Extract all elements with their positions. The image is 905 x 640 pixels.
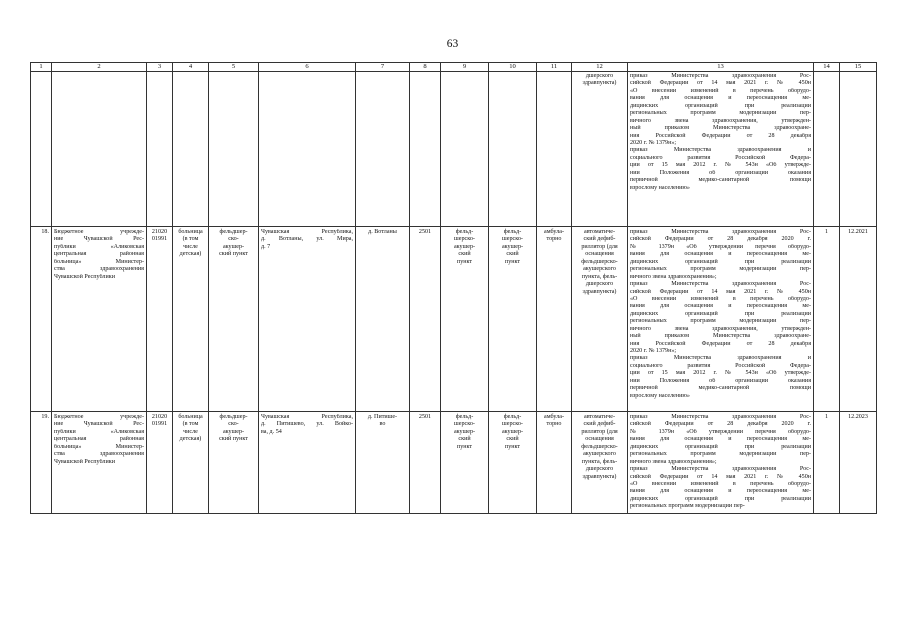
cell-line: пункта, фель- — [581, 458, 618, 465]
cell-line: фельд- — [503, 229, 522, 235]
cell-line: сийской Федерации от 14 мая 2021 г. № 450н — [630, 80, 811, 87]
cell-line: дицинских организаций при реализации — [630, 310, 811, 317]
cell-line: дицинских организаций при реализации — [630, 495, 811, 502]
institution-type-cell — [173, 412, 209, 514]
cell-line: приказ Министерства здравоохранения и — [630, 147, 811, 154]
cell-line: Чувашской Республики — [54, 458, 115, 465]
row-number: 19. — [31, 412, 52, 514]
cell-line: 2020 г. № 1379н»; — [630, 139, 677, 146]
cell-line: приказ Министерства здравоохранения Рос- — [630, 229, 811, 235]
cell-line: здравпункта) — [582, 80, 617, 87]
cell-line: акушер- — [222, 243, 245, 250]
cell-line: автоматиче- — [583, 229, 616, 235]
institution-type-cell — [173, 227, 209, 412]
cell-line: первичной медико-санитарной помощи — [630, 385, 811, 392]
quantity-cell: 1 — [814, 412, 840, 514]
cell-line: акушер- — [453, 428, 476, 435]
cell-line: публики «Аликовская — [54, 243, 144, 250]
cell-line: акушер- — [501, 428, 524, 435]
cell-line: нии Положения об организации оказания — [630, 377, 811, 384]
cell-line: ский дефиб- — [583, 236, 616, 243]
cell-line: приказ Министерства здравоохранения Рос- — [630, 466, 811, 473]
column-header: 6 — [259, 63, 356, 72]
cell-line: вичного звена здравоохранения»; — [630, 458, 717, 465]
cell-line: 2020 г. № 1379н»; — [630, 348, 677, 354]
cell-line: региональных программ модернизации пер- — [630, 451, 811, 458]
cell-line: ства здравоохранения — [54, 451, 144, 458]
unit-kind-cell — [441, 227, 489, 412]
cell-line: Чувашская Республика, — [261, 229, 353, 235]
cell-line: ние Чувашской Рес- — [54, 236, 144, 243]
cell-line: сийской Федерации от 14 мая 2021 г. № 450н — [630, 473, 811, 480]
cell-line: взрослому населению» — [630, 392, 690, 399]
cell-line: ский дефиб- — [583, 421, 616, 428]
cell-line: первичной медико-санитарной помощи — [630, 177, 811, 184]
column-header: 11 — [537, 63, 572, 72]
cell-line: вания для оснащения и переоснащения ме- — [630, 436, 811, 443]
cell-line: акушер- — [453, 243, 476, 250]
cell-line: акушерского — [583, 266, 616, 273]
population-cell: 2501 — [410, 412, 441, 514]
column-header: 8 — [410, 63, 441, 72]
unit-kind-target-cell — [489, 227, 537, 412]
cell-line: ский — [506, 251, 519, 258]
cell-line: пункт — [456, 443, 473, 450]
row-number: 18. — [31, 227, 52, 412]
column-header: 10 — [489, 63, 537, 72]
cell-line: «О внесении изменений в перечень оборудо- — [630, 480, 811, 487]
column-number-header-row — [31, 63, 877, 72]
cell-line: сийской Федерации от 28 декабря 2020 г. — [630, 421, 811, 428]
cell-line: Чувашская Республика, — [261, 414, 353, 420]
cell-line: шерско- — [454, 421, 475, 428]
cell-line: нии Положения об организации оказания — [630, 169, 811, 176]
cell-line: ский — [458, 251, 471, 258]
column-header: 12 — [572, 63, 628, 72]
cell-line: амбула- — [544, 414, 564, 420]
cell-line: ский пункт — [219, 436, 248, 443]
cell-line: риллятор (для — [581, 243, 618, 250]
cell-line: Бюджетное учрежде- — [54, 414, 144, 420]
organization-cell — [52, 227, 147, 412]
cell-line: (в том — [182, 236, 199, 243]
cell-line: д. Питишево, ул. Войко- — [261, 421, 353, 428]
cell-line: фельдшерско- — [581, 443, 618, 450]
cell-line: фельд- — [455, 414, 474, 420]
cell-line: ский пункт — [219, 251, 248, 258]
cell-line: риллятор (для — [581, 428, 618, 435]
date-cell: 12.2023 — [840, 412, 877, 514]
column-header: 2 — [52, 63, 147, 72]
cell-line: 01991 — [151, 421, 168, 428]
column-header: 5 — [209, 63, 259, 72]
cell-line: д. Вотланы — [368, 229, 397, 235]
cell-line: дшерского — [585, 281, 614, 288]
cell-line: больница» Министер- — [54, 258, 144, 265]
cell-line: приказ Министерства здравоохранения Рос- — [630, 281, 811, 288]
cell-line: региональных программ модернизации пер- — [630, 266, 811, 273]
equipment-cell — [572, 72, 628, 227]
cell-line: вания для оснащения и переоснащения ме- — [630, 303, 811, 310]
locality-cell — [356, 412, 410, 514]
equipment-cell — [572, 412, 628, 514]
unit-type-cell — [209, 227, 259, 412]
cell-line: ва, д. 54 — [261, 428, 282, 435]
cell-line: ние Чувашской Рес- — [54, 421, 144, 428]
cell-line: 21020 — [151, 414, 168, 420]
table-row-19 — [31, 412, 877, 514]
cell-line: ния Российской Федерации от 28 декабря — [630, 340, 811, 347]
cell-line: дицинских организаций при реализации — [630, 443, 811, 450]
population-cell: 2501 — [410, 227, 441, 412]
cell-line: приказ Министерства здравоохранения Рос- — [630, 414, 811, 420]
legal-basis-cell — [628, 412, 814, 514]
cell-line: вичного звена здравоохранения, утвержден- — [630, 325, 811, 332]
cell-line: 21020 — [151, 229, 168, 235]
cell-line: ский — [458, 436, 471, 443]
cell-line: фельд- — [455, 229, 474, 235]
cell-line: дицинских организаций при реализации — [630, 102, 811, 109]
cell-line: ный приказом Министерства здравоохране- — [630, 333, 811, 340]
unit-kind-cell — [441, 412, 489, 514]
cell-line: ский — [506, 436, 519, 443]
cell-line: фельдшерско- — [581, 258, 618, 265]
quantity-cell: 1 — [814, 227, 840, 412]
cell-line: центральная районная — [54, 251, 144, 258]
cell-line: приказ Министерства здравоохранения и — [630, 355, 811, 362]
code-cell — [147, 227, 173, 412]
cell-line: вания для оснащения и переоснащения ме- — [630, 251, 811, 258]
code-cell — [147, 412, 173, 514]
column-header: 14 — [814, 63, 840, 72]
cell-line: дшерского — [585, 466, 614, 473]
address-cell — [259, 412, 356, 514]
cell-line: ции от 15 мая 2012 г. № 543н «Об утвержде- — [630, 370, 811, 377]
cell-line: № 1379н «Об утверждении перечня оборудо- — [630, 428, 811, 435]
cell-line: дицинских организаций при реализации — [630, 258, 811, 265]
cell-line: ства здравоохранения — [54, 266, 144, 273]
cell-line: ско- — [228, 421, 239, 428]
cell-line: больница — [178, 414, 203, 420]
cell-line: вания для оснащения и переоснащения ме- — [630, 95, 811, 102]
legal-basis-cell — [628, 72, 814, 227]
cell-line: сийской Федерации от 28 декабря 2020 г. — [630, 236, 811, 243]
cell-line: вания для оснащения и переоснащения ме- — [630, 488, 811, 495]
cell-line: пункт — [504, 258, 521, 265]
cell-line: торно — [546, 236, 562, 243]
cell-line: ния Российской Федерации от 28 декабря — [630, 132, 811, 139]
cell-line: фельдшер- — [219, 414, 248, 420]
column-header: 9 — [441, 63, 489, 72]
table-row-continuation — [31, 72, 877, 227]
cell-line: шерско- — [454, 236, 475, 243]
table-row-18 — [31, 227, 877, 412]
date-cell: 12.2021 — [840, 227, 877, 412]
cell-line: оснащения — [585, 436, 614, 443]
page-number: 63 — [446, 38, 459, 50]
cell-line: детская) — [179, 251, 202, 258]
address-cell — [259, 227, 356, 412]
cell-line: вичного звена здравоохранения»; — [630, 273, 717, 280]
cell-line: социального развития Российской Федера- — [630, 154, 811, 161]
cell-line: фельдшер- — [219, 229, 248, 235]
cell-line: «О внесении изменений в перечень оборудо- — [630, 87, 811, 94]
cell-line: акушерского — [583, 451, 616, 458]
cell-line: здравпункта) — [582, 473, 617, 480]
cell-line: № 1379н «Об утверждении перечня оборудо- — [630, 243, 811, 250]
unit-type-cell — [209, 412, 259, 514]
cell-line: фельд- — [503, 414, 522, 420]
cell-line: центральная районная — [54, 436, 144, 443]
cell-line: ции от 15 мая 2012 г. № 543н «Об утвержде- — [630, 162, 811, 169]
cell-line: больница — [178, 229, 203, 235]
cell-line: вичного звена здравоохранения, утвержден- — [630, 117, 811, 124]
column-header: 3 — [147, 63, 173, 72]
column-header: 1 — [31, 63, 52, 72]
column-header: 7 — [356, 63, 410, 72]
cell-line: д. Вотланы, ул. Мира, — [261, 236, 353, 243]
cell-line: д. Питише- — [367, 414, 398, 420]
cell-line: 01991 — [151, 236, 168, 243]
cell-line: шерско- — [502, 236, 523, 243]
cell-line: Чувашской Республики — [54, 273, 115, 280]
cell-line: шерско- — [502, 421, 523, 428]
column-header: 15 — [840, 63, 877, 72]
cell-line: числе — [183, 428, 198, 435]
cell-line: пункт — [504, 443, 521, 450]
cell-line: числе — [183, 243, 198, 250]
cell-line: амбула- — [544, 229, 564, 235]
cell-line: ско- — [228, 236, 239, 243]
cell-line: здравпункта) — [582, 288, 617, 295]
cell-line: региональных программ модернизации пер- — [630, 503, 745, 510]
cell-line: акушер- — [222, 428, 245, 435]
locality-cell — [356, 227, 410, 412]
cell-line: социального развития Российской Федера- — [630, 362, 811, 369]
unit-kind-target-cell — [489, 412, 537, 514]
column-header: 4 — [173, 63, 209, 72]
care-conditions-cell — [537, 412, 572, 514]
organization-cell — [52, 412, 147, 514]
cell-line: публики «Аликовская — [54, 428, 144, 435]
cell-line: ный приказом Министерства здравоохране- — [630, 125, 811, 132]
legal-basis-cell — [628, 227, 814, 412]
cell-line: дшерского — [585, 73, 614, 79]
cell-line: приказ Министерства здравоохранения Рос- — [630, 73, 811, 79]
cell-line: оснащения — [585, 251, 614, 258]
cell-line: больница» Министер- — [54, 443, 144, 450]
care-conditions-cell — [537, 227, 572, 412]
equipment-cell — [572, 227, 628, 412]
cell-line: акушер- — [501, 243, 524, 250]
cell-line: «О внесении изменений в перечень оборудо- — [630, 295, 811, 302]
cell-line: торно — [546, 421, 562, 428]
cell-line: пункт — [456, 258, 473, 265]
cell-line: Бюджетное учрежде- — [54, 229, 144, 235]
cell-line: во — [379, 421, 386, 428]
cell-line: региональных программ модернизации пер- — [630, 318, 811, 325]
cell-line: (в том — [182, 421, 199, 428]
cell-line: д. 7 — [261, 243, 271, 250]
cell-line: взрослому населению» — [630, 184, 690, 191]
cell-line: детская) — [179, 436, 202, 443]
registry-table — [30, 62, 877, 514]
column-header: 13 — [628, 63, 814, 72]
cell-line: пункта, фель- — [581, 273, 618, 280]
cell-line: автоматиче- — [583, 414, 616, 420]
cell-line: региональных программ модернизации пер- — [630, 110, 811, 117]
cell-line: сийской Федерации от 14 мая 2021 г. № 450н — [630, 288, 811, 295]
